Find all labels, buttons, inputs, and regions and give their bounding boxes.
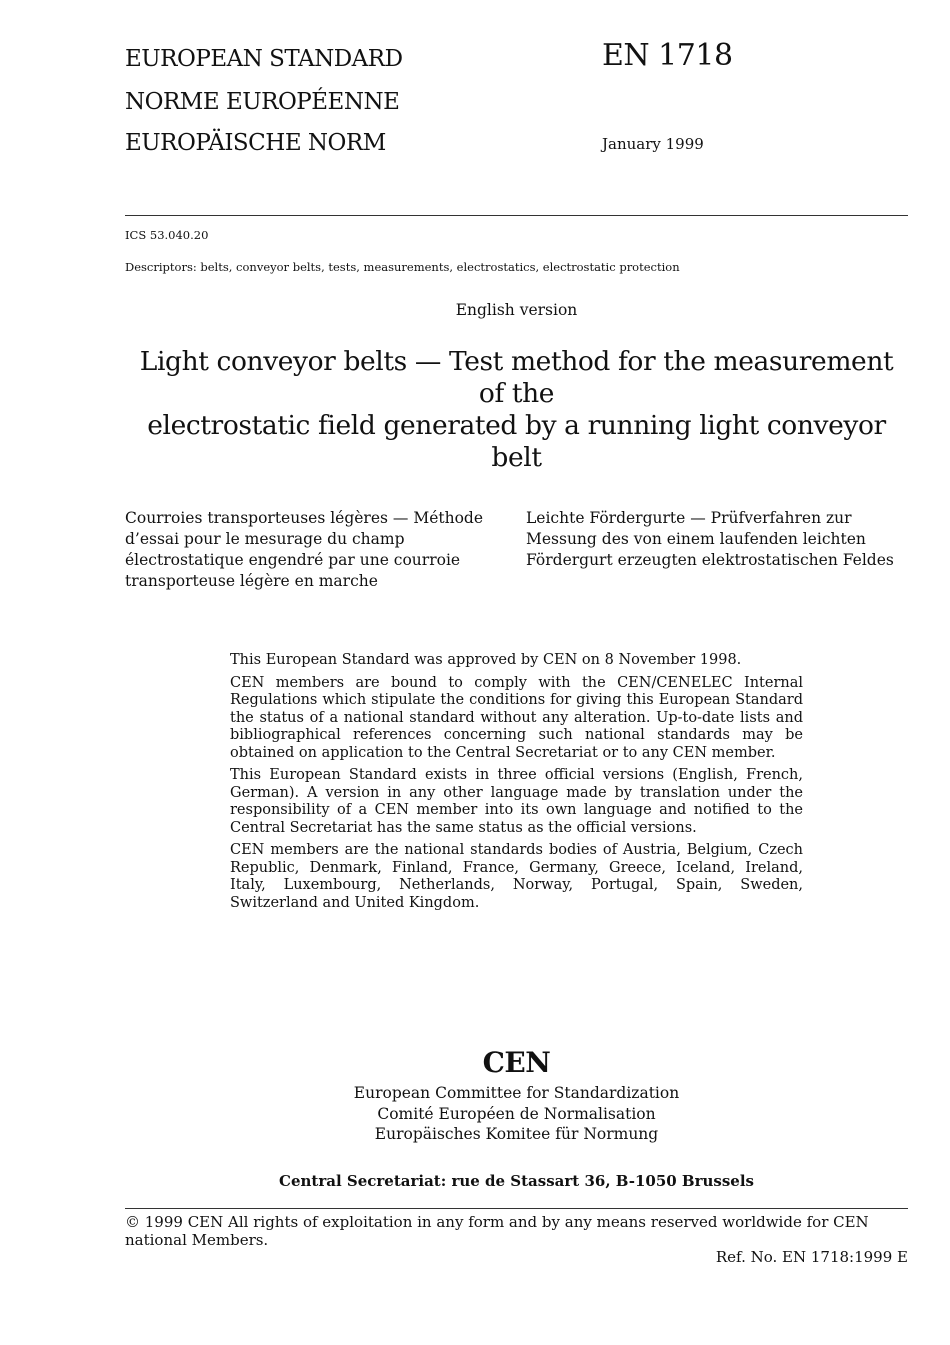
document-title-line-1: Light conveyor belts — Test method for the measurement of the: [139, 346, 894, 409]
header-title-de: EUROPÄISCHE NORM: [125, 130, 386, 156]
language-version: English version: [455, 301, 578, 319]
versions-paragraph: This European Standard exists in three official versions (English, French, German). A version in any other language made by translation under the responsibility of a CEN member into its own language and notified to the Central Secretariat has the same status as the official versions.: [230, 767, 803, 836]
header-title-fr: NORME EUROPÉENNE: [125, 89, 400, 115]
cen-logo: CEN: [482, 1046, 551, 1079]
publication-date: January 1999: [602, 135, 704, 153]
reference-number: Ref. No. EN 1718:1999 E: [715, 1248, 908, 1266]
title-german: Leichte Fördergurte — Prüfverfahren zur Messung des von einem laufenden leichten Fördergurt erzeugten elektrostatischen Feldes: [526, 509, 894, 569]
footer-divider: [125, 1208, 908, 1209]
cen-name-de: Europäisches Komitee für Normung: [374, 1125, 659, 1143]
document-number: EN 1718: [602, 38, 733, 73]
national-bodies-paragraph: CEN members are the national standards bodies of Austria, Belgium, Czech Republic, Denmark, Finland, France, Germany, Greece, Iceland, Ireland, Italy, Luxembourg, Netherlands, Norway, Portugal, Spain, Sweden, Switzerland and United Kingdom.: [230, 842, 803, 911]
approval-paragraph: This European Standard was approved by CEN on 8 November 1998.: [230, 652, 742, 668]
title-french: Courroies transporteuses légères — Méthode d’essai pour le mesurage du champ électrostatique engendré par une courroie transporteuse légère en marche: [125, 509, 484, 590]
copyright-notice: © 1999 CEN All rights of exploitation in any form and by any means reserved worldwide for CEN national Members.: [125, 1213, 869, 1249]
central-secretariat-address: Central Secretariat: rue de Stassart 36, B-1050 Brussels: [279, 1172, 754, 1190]
header-title-en: EUROPEAN STANDARD: [125, 46, 403, 72]
ics-code: ICS 53.040.20: [125, 228, 209, 242]
header-divider: [125, 215, 908, 216]
document-title-line-2: electrostatic field generated by a running light conveyor belt: [147, 410, 886, 473]
approval-notice: [230, 652, 803, 917]
cen-block: [0, 1046, 950, 1145]
members-paragraph: CEN members are bound to comply with the CEN/CENELEC Internal Regulations which stipulate the conditions for giving this European Standard the status of a national standard without any alteration. Up-to-date lists and bibliographical references concerning such national standards may be obtained on application to the Central Secretariat or to any CEN member.: [230, 674, 803, 761]
cen-name-fr: Comité Européen de Normalisation: [377, 1104, 656, 1123]
document-title: [125, 346, 908, 474]
cen-name-en: European Committee for Standardization: [353, 1084, 680, 1102]
descriptors: Descriptors: belts, conveyor belts, tests, measurements, electrostatics, electrostatic protection: [125, 260, 680, 274]
